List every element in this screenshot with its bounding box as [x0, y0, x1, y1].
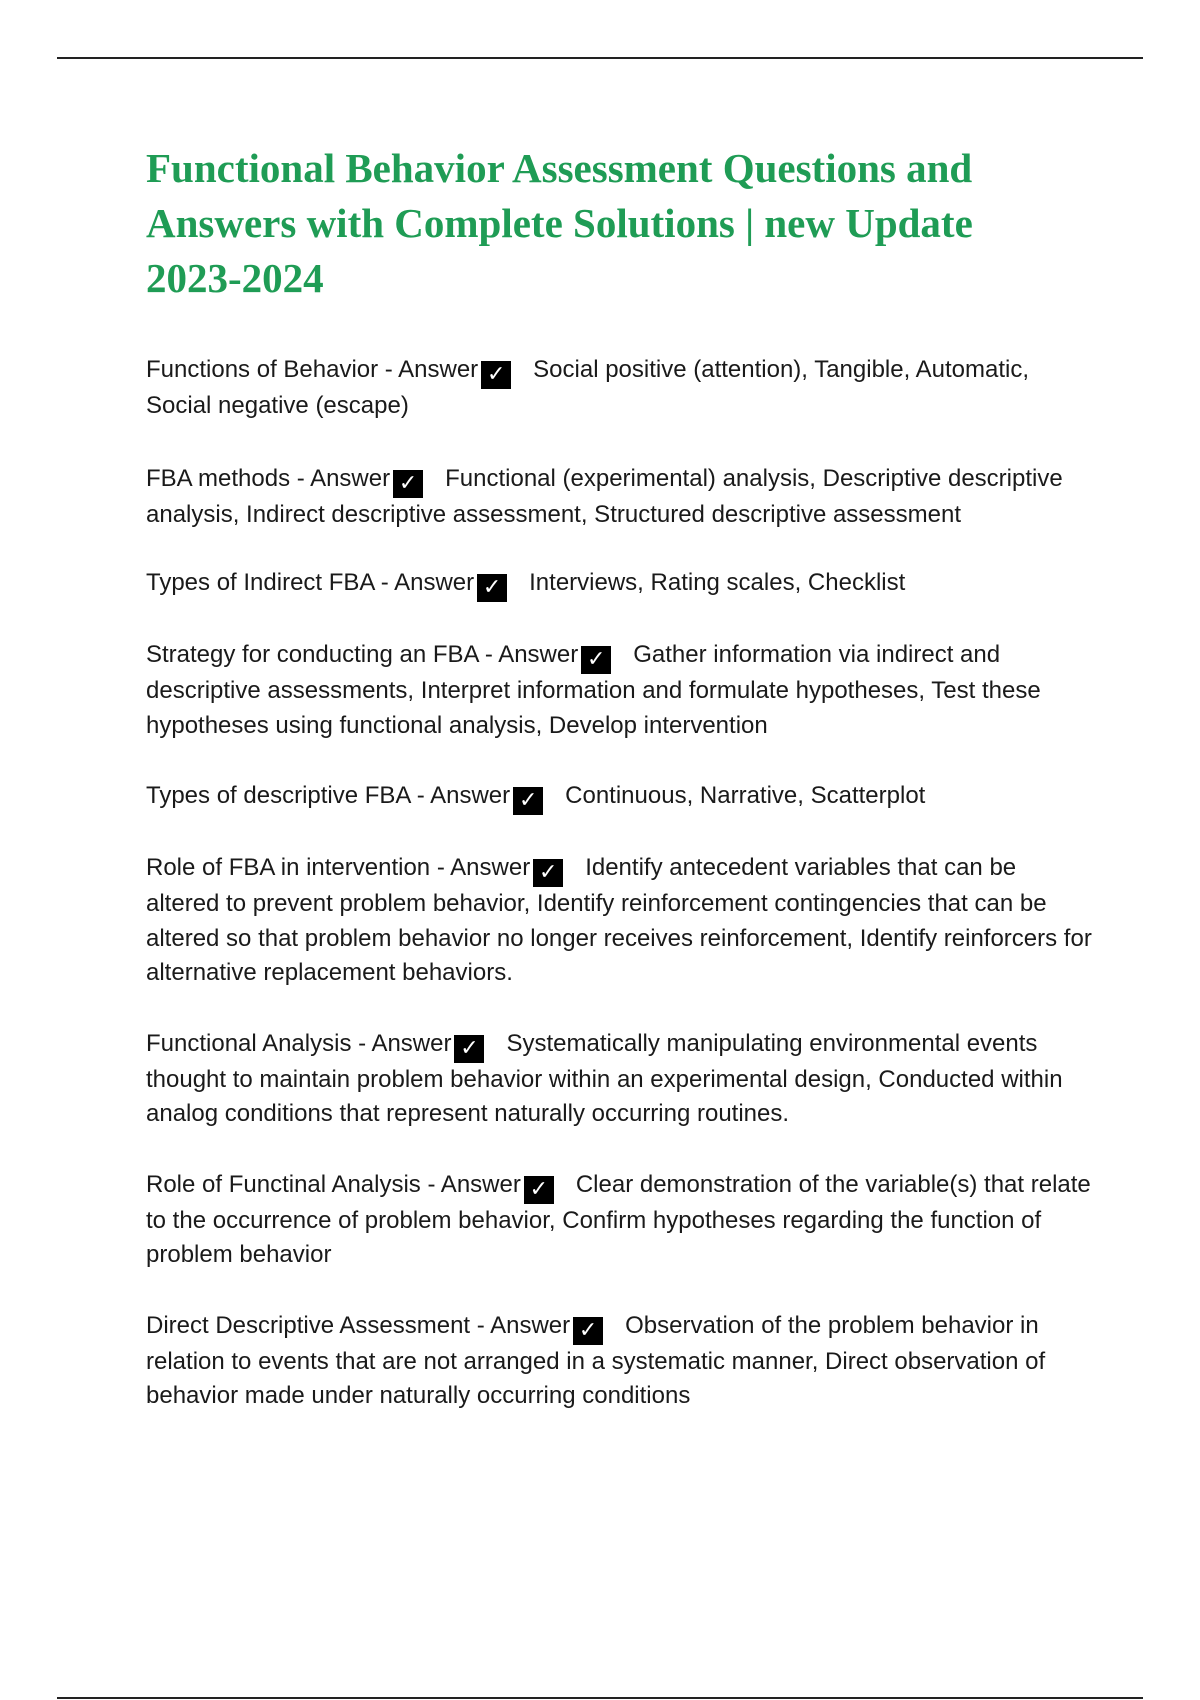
qa-question: Role of Functinal Analysis - Answer [146, 1170, 521, 1198]
qa-question: Functional Analysis - Answer [146, 1029, 452, 1057]
qa-answer: Gather information via indirect and descriptive assessments, Interpret information and formulate hypotheses, Test these hypotheses using functional analysis, Develop intervention [146, 641, 1041, 739]
qa-answer: Continuous, Narrative, Scatterplot [565, 782, 926, 809]
check-box-icon: ✓ [524, 1176, 554, 1204]
qa-answer: Social positive (attention), Tangible, Automatic, Social negative (escape) [146, 356, 1029, 419]
qa-item-fba-methods [146, 462, 1096, 533]
document-title: Functional Behavior Assessment Questions and Answers with Complete Solutions | new Update 2023-2024 [146, 145, 973, 301]
qa-item-role-of-fba [146, 851, 1096, 991]
qa-answer: Systematically manipulating environmental events thought to maintain problem behavior within an experimental design, Conducted within analog conditions that represent naturally occurring routines. [146, 1029, 1063, 1127]
qa-item-types-of-indirect-fba [146, 566, 1096, 602]
qa-question: FBA methods - Answer [146, 464, 391, 492]
qa-question: Direct Descriptive Assessment - Answer [146, 1311, 571, 1339]
qa-item-types-of-descriptive-fba [146, 779, 1096, 815]
qa-question: Role of FBA in intervention - Answer [146, 854, 531, 881]
bottom-rule [57, 1697, 1143, 1699]
qa-answer: Identify antecedent variables that can be altered to prevent problem behavior, Identify reinforcement contingencies that can be altered so that problem behavior no longer receives reinforcement, Identify reinforcers for alternative replacement behaviors. [146, 854, 1092, 986]
qa-question: Functions of Behavior - Answer [146, 356, 479, 383]
check-box-icon: ✓ [481, 361, 511, 389]
check-box-icon: ✓ [513, 787, 543, 815]
check-box-icon: ✓ [581, 646, 611, 674]
check-box-icon: ✓ [393, 470, 423, 498]
qa-question: Types of Indirect FBA - Answer [146, 569, 475, 596]
check-box-icon: ✓ [533, 859, 563, 887]
qa-item-functional-analysis [146, 1027, 1096, 1132]
qa-question: Types of descriptive FBA - Answer [146, 782, 511, 809]
qa-question: Strategy for conducting an FBA - Answer [146, 641, 579, 668]
qa-item-strategy-for-fba [146, 638, 1096, 743]
check-box-icon: ✓ [454, 1035, 484, 1063]
qa-item-direct-descriptive-assessment [146, 1309, 1096, 1414]
qa-item-role-of-functional-analysis [146, 1168, 1096, 1273]
top-rule [57, 57, 1143, 59]
qa-answer: Clear demonstration of the variable(s) that relate to the occurrence of problem behavior, Confirm hypotheses regarding the function of problem behavior [146, 1170, 1091, 1268]
qa-answer: Functional (experimental) analysis, Descriptive descriptive analysis, Indirect descriptive assessment, Structured descriptive assessment [146, 464, 1063, 528]
check-box-icon: ✓ [573, 1317, 603, 1345]
qa-answer: Interviews, Rating scales, Checklist [529, 569, 906, 596]
qa-answer: Observation of the problem behavior in relation to events that are not arranged in a systematic manner, Direct observation of behavior made under naturally occurring conditions [146, 1311, 1046, 1409]
qa-list [146, 353, 1096, 1414]
check-box-icon: ✓ [477, 574, 507, 602]
qa-item-functions-of-behavior [146, 353, 1096, 424]
